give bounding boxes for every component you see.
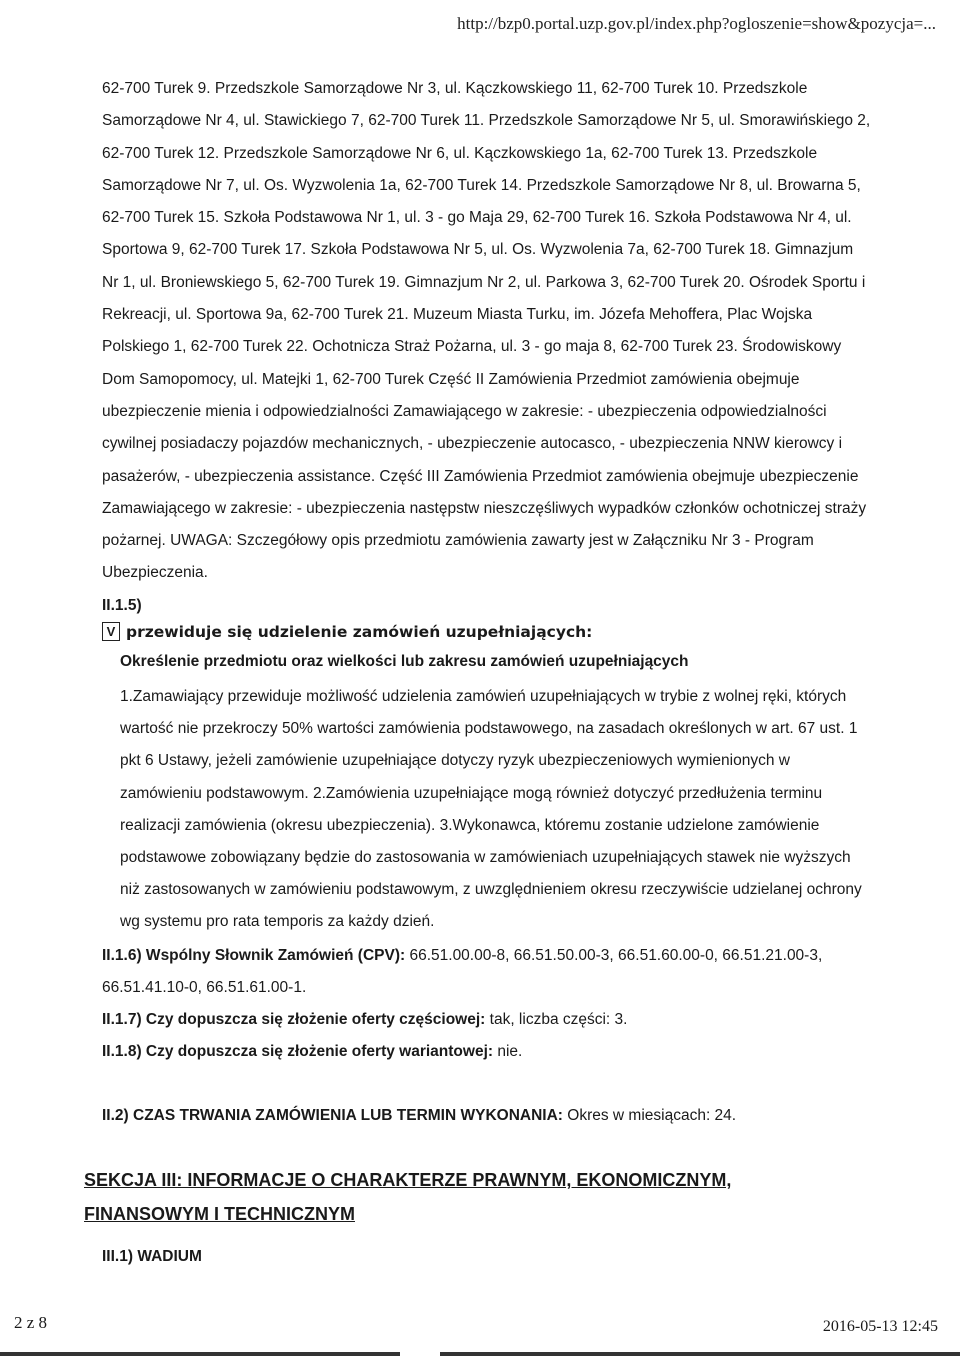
cpv-line <box>102 940 872 1004</box>
partial-offer-label: II.1.7) Czy dopuszcza się złożenie oferty częściowej: <box>102 1011 486 1028</box>
checkbox-row <box>102 622 592 641</box>
bottom-scan-bar <box>0 1352 960 1356</box>
print-datetime: 2016-05-13 12:45 <box>822 1318 938 1335</box>
cpv-label: II.1.6) Wspólny Słownik Zamówień (CPV): <box>102 947 406 964</box>
main-paragraph: 62-700 Turek 9. Przedszkole Samorządowe Nr 3, ul. Kączkowskiego 11, 62-700 Turek 10. Przedszkole Samorządowe Nr 4, ul. Stawickiego 7, 62-700 Turek 11. Przedszkole Samorządowe Nr 5, ul. Smorawińskiego 2, 62-700 Turek 12. Przedszkole Samorządowe Nr 6, ul. Kączkowskiego 1a, 62-700 Turek 13. Przedszkole Samorządowe Nr 7, ul. Os. Wyzwolenia 1a, 62-700 Turek 14. Przedszkole Samorządowe Nr 8, ul. Browarna 5, 62-700 Turek 15. Szkoła Podstawowa Nr 1, ul. 3 - go Maja 29, 62-700 Turek 16. Szkoła Podstawowa Nr 4, ul. Sportowa 9, 62-700 Turek 17. Szkoła Podstawowa Nr 5, ul. Os. Wyzwolenia 7a, 62-700 Turek 18. Gimnazjum Nr 1, ul. Broniewskiego 5, 62-700 Turek 19. Gimnazjum Nr 2, ul. Parkowa 3, 62-700 Turek 20. Ośrodek Sportu i Rekreacji, ul. Sportowa 9a, 62-700 Turek 21. Muzeum Miasta Turku, im. Józefa Mehoffera, Plac Wojska Polskiego 1, 62-700 Turek 22. Ochotnicza Straż Pożarna, ul. 3 - go maja 8, 62-700 Turek 23. Środowiskowy Dom Samopomocy, ul. Matejki 1, 62-700 Turek Część II Zamówienia Przedmiot zamówienia obejmuje ubezpieczenie mienia i odpowiedzialności Zamawiającego w zakresie: - ubezpieczenia odpowiedzialności cywilnej posiadaczy pojazdów mechanicznych, - ubezpieczenie autocasco, - ubezpieczenia NNW kierowcy i pasażerów, - ubezpieczenia assistance. Część III Zamówienia Przedmiot zamówienia obejmuje ubezpieczenie Zamawiającego w zakresie: - ubezpieczenia następstw nieszczęśliwych wypadków członków ochotniczej straży pożarnej. UWAGA: Szczegółowy opis przedmiotu zamówienia zawarty jest w Załączniku Nr 3 - Program Ubezpieczenia. <box>102 80 871 582</box>
duration-value: Okres w miesiącach: 24. <box>567 1107 737 1124</box>
variant-offer-label: II.1.8) Czy dopuszcza się złożenie oferty wariantowej: <box>102 1043 494 1060</box>
duration-line <box>102 1107 736 1125</box>
duration-label: II.2) CZAS TRWANIA ZAMÓWIENIA LUB TERMIN WYKONANIA: <box>102 1107 563 1124</box>
bottom-scan-gap <box>400 1352 440 1356</box>
section-label-ii-1-5: II.1.5) <box>102 597 142 614</box>
variant-offer-line <box>102 1043 522 1061</box>
wadium-heading: III.1) WADIUM <box>102 1248 202 1265</box>
page-number: 2 z 8 <box>14 1313 48 1332</box>
partial-offer-line <box>102 1011 627 1029</box>
subtitle: Określenie przedmiotu oraz wielkości lub zakresu zamówień uzupełniających <box>120 653 689 670</box>
page-url: http://bzp0.portal.uzp.gov.pl/index.php?ogloszenie=show&pozycja=... <box>457 14 936 33</box>
supplementary-paragraph: 1.Zamawiający przewiduje możliwość udzielenia zamówień uzupełniających w trybie z wolnej ręki, których wartość nie przekroczy 50% wartości zamówienia podstawowego, na zasadach określonych w art. 67 ust. 1 pkt 6 Ustawy, jeżeli zamówienie uzupełniające dotyczy ryzyk ubezpieczeniowych wymienionych w zamówieniu podstawowym. 2.Zamówienia uzupełniające mogą również dotyczyć przedłużenia terminu realizacji zamówienia (okresu ubezpieczenia). 3.Wykonawca, któremu zostanie udzielone zamówienie podstawowe zobowiązany będzie do zastosowania w zamówieniach uzupełniających stawek nie wyższych niż zastosowanych w zamówieniu podstawowym, z uwzględnieniem okresu rzeczywiście udzielanej ochrony wg systemu pro rata temporis za każdy dzień. <box>120 688 862 931</box>
variant-offer-value: nie. <box>497 1043 523 1060</box>
checkbox-label: przewiduje się udzielenie zamówień uzupełniających: <box>126 622 593 641</box>
partial-offer-value: tak, liczba części: 3. <box>489 1011 628 1028</box>
section3-title: SEKCJA III: INFORMACJE O CHARAKTERZE PRAWNYM, EKONOMICZNYM, FINANSOWYM I TECHNICZNYM <box>84 1170 732 1224</box>
checkbox-mark: V <box>102 622 120 641</box>
cpv-value: 66.51.00.00-8, 66.51.50.00-3, 66.51.60.00-0, 66.51.21.00-3, 66.51.41.10-0, 66.51.61.00-1. <box>102 947 823 996</box>
